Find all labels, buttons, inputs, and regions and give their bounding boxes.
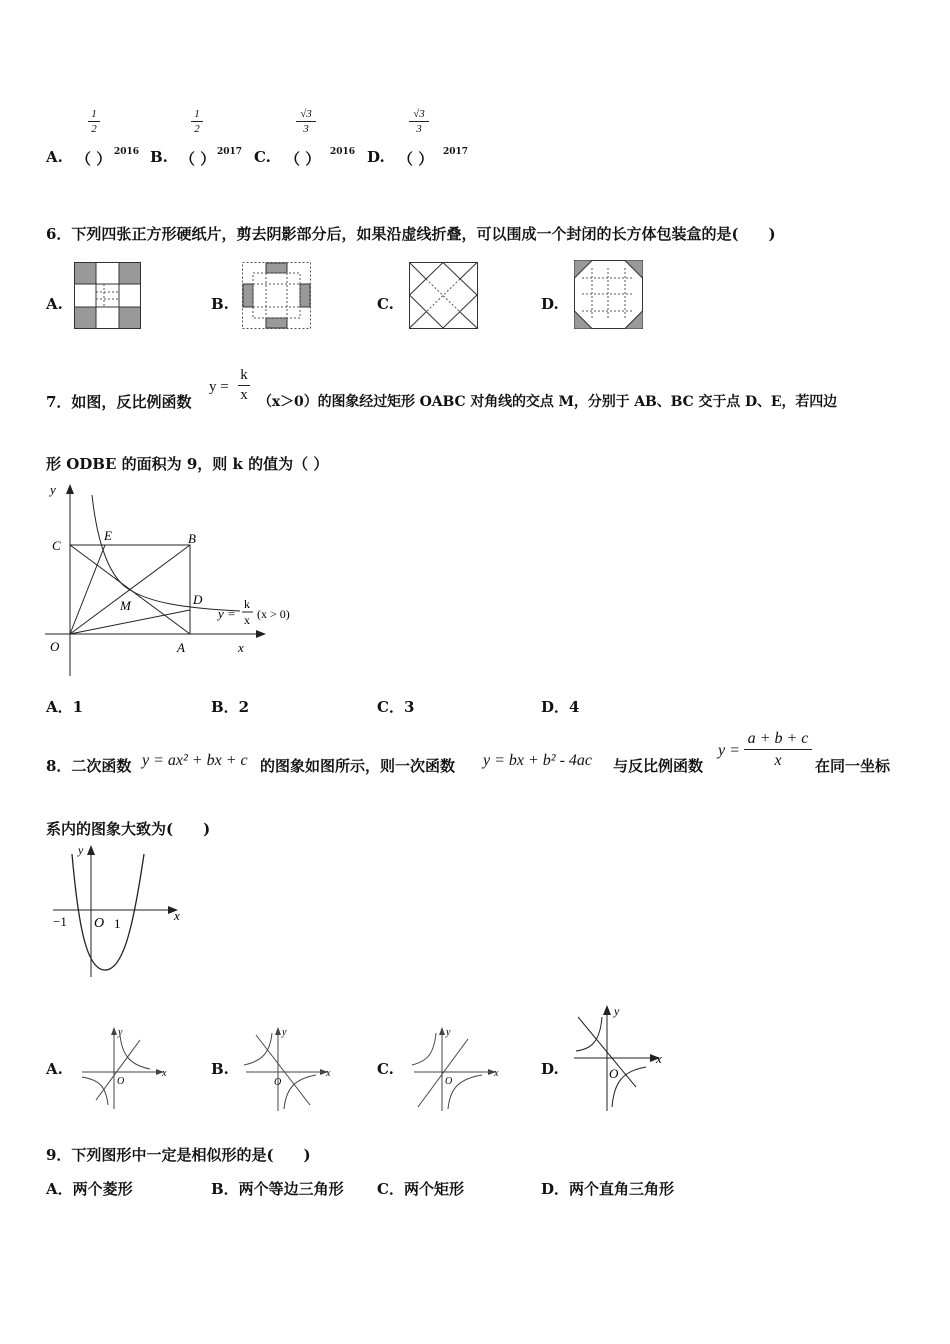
- q7-label-eq: y =: [218, 606, 236, 621]
- q6-figure-a: [74, 262, 142, 330]
- q5-d-exponent: 2017: [443, 147, 469, 157]
- q6-figure-b: [242, 262, 312, 330]
- q7-label-b: B: [188, 531, 196, 546]
- q7-label-c: C: [52, 538, 61, 553]
- q8-a-axis-y: y: [118, 1027, 123, 1038]
- q7-formula-lhs: y =: [209, 379, 229, 395]
- q7-option-d[interactable]: D．4: [541, 698, 580, 716]
- q7-label-o: O: [50, 639, 60, 654]
- q8-stem-t1: 的图象如图所示，则一次函数: [260, 757, 456, 775]
- q8-fig-minus1: −1: [53, 914, 67, 929]
- q8-option-b-label[interactable]: B.: [211, 1060, 229, 1078]
- q8-b-axis-o: O: [274, 1077, 282, 1088]
- q8-fig-one: 1: [114, 916, 121, 931]
- q8-parabola-figure: [48, 842, 198, 982]
- q8-fig-y: y: [78, 843, 84, 857]
- q9-option-a[interactable]: A．两个菱形: [46, 1180, 133, 1198]
- q5-option-c-label[interactable]: C.: [254, 148, 271, 166]
- q6-figure-c: [409, 262, 479, 330]
- q8-c-axis-y: y: [446, 1027, 451, 1038]
- q5-option-b-label[interactable]: B.: [150, 148, 168, 166]
- q7-label-cond: (x > 0): [257, 607, 290, 621]
- q8-fig-o: O: [94, 916, 105, 931]
- q5-b-exponent: 2017: [217, 147, 243, 157]
- q8-option-a-graph: [76, 1025, 176, 1113]
- q6-option-a-label[interactable]: A.: [46, 295, 63, 313]
- q8-formula-quadratic: y = ax² + bx + c: [142, 752, 248, 769]
- q7-label-a: A: [177, 640, 185, 655]
- q8-c-axis-x: x: [494, 1068, 499, 1079]
- q8-c-axis-o: O: [445, 1076, 453, 1087]
- q6-option-b-label[interactable]: B.: [211, 295, 229, 313]
- q9-stem: 9．下列图形中一定是相似形的是( ): [46, 1146, 311, 1164]
- q7-label-y: y: [50, 482, 56, 497]
- q5-d-fraction: √3 3: [409, 108, 429, 135]
- q6-option-c-label[interactable]: C.: [377, 295, 394, 313]
- q8-b-axis-y: y: [282, 1027, 287, 1038]
- q8-d-axis-x: x: [656, 1051, 662, 1066]
- q7-label-d: D: [193, 592, 203, 607]
- q6-stem: 6．下列四张正方形硬纸片，剪去阴影部分后，如果沿虚线折叠，可以围成一个封闭的长方体包装盒的是( ): [46, 225, 776, 243]
- q8-a-axis-o: O: [117, 1076, 125, 1087]
- q8-formula-inverse-fraction: a + b + c x: [744, 729, 812, 770]
- q8-stem-c: 系内的图象大致为( ): [46, 820, 211, 838]
- q7-label-x: x: [238, 640, 244, 655]
- q5-b-fraction: 1 2: [191, 108, 203, 135]
- q8-formula-linear: y = bx + b² - 4ac: [483, 752, 593, 769]
- q9-option-d[interactable]: D．两个直角三角形: [541, 1180, 675, 1198]
- q5-d-paren: （ ）: [398, 150, 434, 168]
- q7-label-xden: x: [244, 613, 250, 627]
- q8-d-axis-y: y: [614, 1004, 620, 1018]
- q8-option-c-graph: [408, 1025, 508, 1115]
- q5-a-exponent: 2016: [114, 147, 140, 157]
- q8-b-axis-x: x: [326, 1068, 331, 1079]
- q7-label-m: M: [120, 598, 131, 613]
- q8-option-d-label[interactable]: D.: [541, 1060, 559, 1078]
- q7-option-b[interactable]: B．2: [211, 698, 250, 716]
- q7-stem-a: 7．如图，反比例函数: [46, 393, 192, 411]
- q8-stem-num: 8．二次函数: [46, 757, 132, 775]
- q5-option-a-label[interactable]: A.: [46, 148, 63, 166]
- q8-option-a-label[interactable]: A.: [46, 1060, 63, 1078]
- q7-formula-fraction: k x: [238, 367, 250, 404]
- q7-stem-b: （x＞0）的图象经过矩形 OABC 对角线的交点 M，分别于 AB、BC 交于点 D、E，若四边: [258, 394, 838, 410]
- q8-formula-inverse-lhs: y =: [718, 742, 740, 759]
- q8-a-axis-x: x: [162, 1068, 167, 1079]
- q8-option-d-graph: [570, 1003, 670, 1115]
- q8-stem-t2: 与反比例函数: [613, 757, 704, 775]
- q8-d-axis-o: O: [609, 1066, 619, 1081]
- q6-option-d-label[interactable]: D.: [541, 295, 559, 313]
- q9-option-b[interactable]: B．两个等边三角形: [211, 1180, 344, 1198]
- q8-option-c-label[interactable]: C.: [377, 1060, 394, 1078]
- q5-a-fraction: 1 2: [88, 108, 100, 135]
- q7-label-k: k: [244, 597, 250, 611]
- q5-c-fraction: √3 3: [296, 108, 316, 135]
- q7-figure: [40, 480, 320, 680]
- q5-b-paren: （ ）: [180, 150, 216, 168]
- q5-a-paren: （ ）: [76, 150, 112, 168]
- q7-option-c[interactable]: C．3: [377, 698, 415, 716]
- q7-option-a[interactable]: A．1: [46, 698, 84, 716]
- q9-option-c[interactable]: C．两个矩形: [377, 1180, 464, 1198]
- q8-fig-x: x: [174, 908, 180, 923]
- q8-option-b-graph: [240, 1025, 340, 1115]
- q7-stem-c: 形 ODBE 的面积为 9，则 k 的值为（ ）: [46, 455, 329, 473]
- q7-label-e: E: [104, 528, 112, 543]
- q5-c-paren: （ ）: [285, 150, 321, 168]
- q5-c-exponent: 2016: [330, 147, 356, 157]
- q8-stem-t3: 在同一坐标: [815, 757, 891, 775]
- q6-figure-d: [574, 260, 644, 330]
- q5-option-d-label[interactable]: D.: [367, 148, 385, 166]
